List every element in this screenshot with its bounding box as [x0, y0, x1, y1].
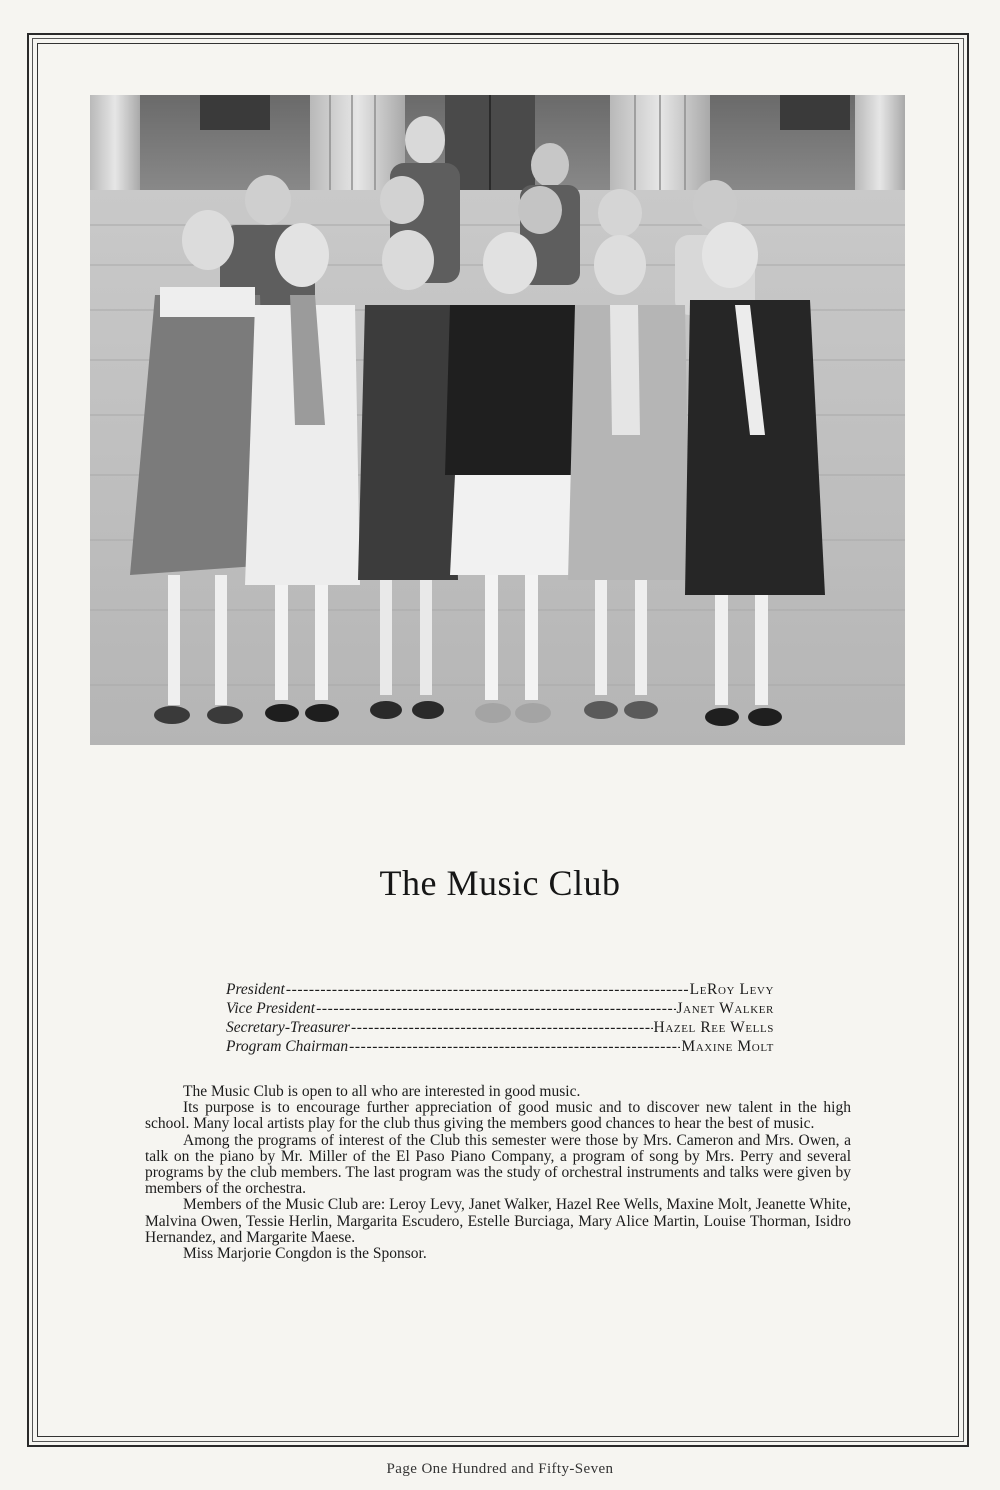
officer-row-president	[226, 980, 774, 999]
dot-leader	[351, 1018, 653, 1037]
paragraph-purpose: Its purpose is to encourage further appreciation of good music and to discover new talent in the high school. Many local artists play for the club thus giving the members good chances to hear the best of music.	[145, 1099, 851, 1133]
officer-row-program-chairman	[226, 1037, 774, 1056]
officer-name: Hazel Ree Wells	[653, 1019, 774, 1036]
dot-leader	[349, 1037, 680, 1056]
officer-role: Program Chairman	[226, 1038, 349, 1055]
officer-name: Janet Walker	[676, 1000, 774, 1017]
page-title: The Music Club	[379, 863, 621, 903]
body-text	[145, 1084, 851, 1262]
officer-name: LeRoy Levy	[689, 981, 774, 998]
paragraph-programs: Among the programs of interest of the Club this semester were those by Mrs. Cameron and Mrs. Owen, a talk on the piano by Mr. Miller of the El Paso Piano Company, a program of song by Mrs. Perry and several programs by the club members. The last program was the study of orchestral instruments and talks were given by members of the orchestra.	[145, 1131, 851, 1198]
officer-role: President	[226, 981, 285, 998]
officer-role: Vice President	[226, 1000, 316, 1017]
officer-row-vice-president	[226, 999, 774, 1018]
officer-name: Maxine Molt	[681, 1038, 774, 1055]
group-photo	[90, 95, 905, 745]
paragraph-sponsor: Miss Marjorie Congdon is the Sponsor.	[183, 1245, 427, 1263]
paragraph-intro: The Music Club is open to all who are interested in good music.	[183, 1083, 581, 1100]
group-photo-icon	[90, 95, 905, 745]
dot-leader	[286, 980, 689, 999]
page-number: Page One Hundred and Fifty-Seven	[386, 1461, 614, 1477]
dot-leader	[316, 999, 675, 1018]
officer-row-secretary-treasurer	[226, 1018, 774, 1037]
officer-role: Secretary-Treasurer	[226, 1019, 350, 1036]
paragraph-members: Members of the Music Club are: Leroy Levy, Janet Walker, Hazel Ree Wells, Maxine Molt, Jeanette White, Malvina Owen, Tessie Herlin, Margarita Escudero, Estelle Burciaga, Mary Alice Martin, Louise Thorman, Isidro Hernandez, and Margarite Maese.	[145, 1196, 851, 1246]
officers-list	[226, 980, 774, 1056]
